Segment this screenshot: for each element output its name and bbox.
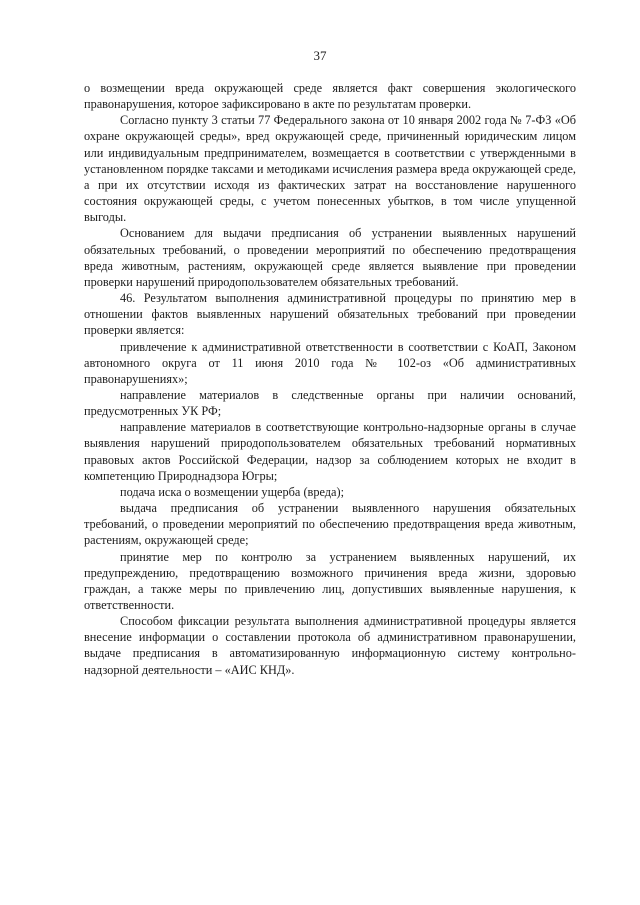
paragraph: подача иска о возмещении ущерба (вреда); <box>120 484 345 499</box>
paragraph: 46. Результатом выполнения административной процедуры по принятию мер в отношении фактов выявленных нарушений обязательных требований при проведении проверки является: <box>84 291 576 338</box>
paragraph: принятие мер по контролю за устранением выявленных нарушений, их предупреждению, предотвращению возможного причинения вреда жизни, здоровью граждан, а также меры по привлечению лиц, допустивших выявленные нарушения, к ответственности. <box>84 549 576 612</box>
paragraph: направление материалов в следственные органы при наличии оснований, предусмотренных УК РФ; <box>84 387 576 419</box>
paragraph: о возмещении вреда окружающей среде является факт совершения экологического правонарушения, которое зафиксировано в акте по результатам проверки. <box>84 81 576 112</box>
paragraph: привлечение к административной ответственности в соответствии с КоАП, Законом автономного округа от 11 июня 2010 года № 102-оз «Об административных правонарушениях»; <box>84 339 576 386</box>
document-body <box>84 80 576 678</box>
page-number: 37 <box>313 48 327 63</box>
paragraph: Основанием для выдачи предписания об устранении выявленных нарушений обязательных требований, о проведении мероприятий по обеспечению предотвращения вреда животным, растениям, окружающей среде является выявление при проведении проверки нарушений природопользователем обязательных требований. <box>84 226 576 289</box>
paragraph: выдача предписания об устранении выявленного нарушения обязательных требований, о проведении мероприятий по обеспечению предотвращения вреда животным, растениям, окружающей среде; <box>84 501 576 548</box>
paragraph: Согласно пункту 3 статьи 77 Федерального закона от 10 января 2002 года № 7-ФЗ «Об охране окружающей среды», вред окружающей среде, причиненный юридическим лицом или индивидуальным предпринимателем, возмещается в соответствии с утвержденными в установленном порядке таксами и методиками исчисления размера вреда окружающей среде, а при их отсутствии исходя из фактических затрат на восстановление нарушенного состояния окружающей среды, с учетом понесенных убытков, в том числе упущенной выгоды. <box>84 113 576 225</box>
paragraph: направление материалов в соответствующие контрольно-надзорные органы в случае выявления нарушений природопользователем обязательных требований нормативных правовых актов Российской Федерации, надзор за соблюдением которых не входит в компетенцию Природнадзора Югры; <box>84 420 576 483</box>
paragraph: Способом фиксации результата выполнения административной процедуры является внесение информации о составлении протокола об административном правонарушении, выдаче предписания в автоматизированную информационную систему контрольно-надзорной деятельности – «АИС КНД». <box>84 614 576 677</box>
